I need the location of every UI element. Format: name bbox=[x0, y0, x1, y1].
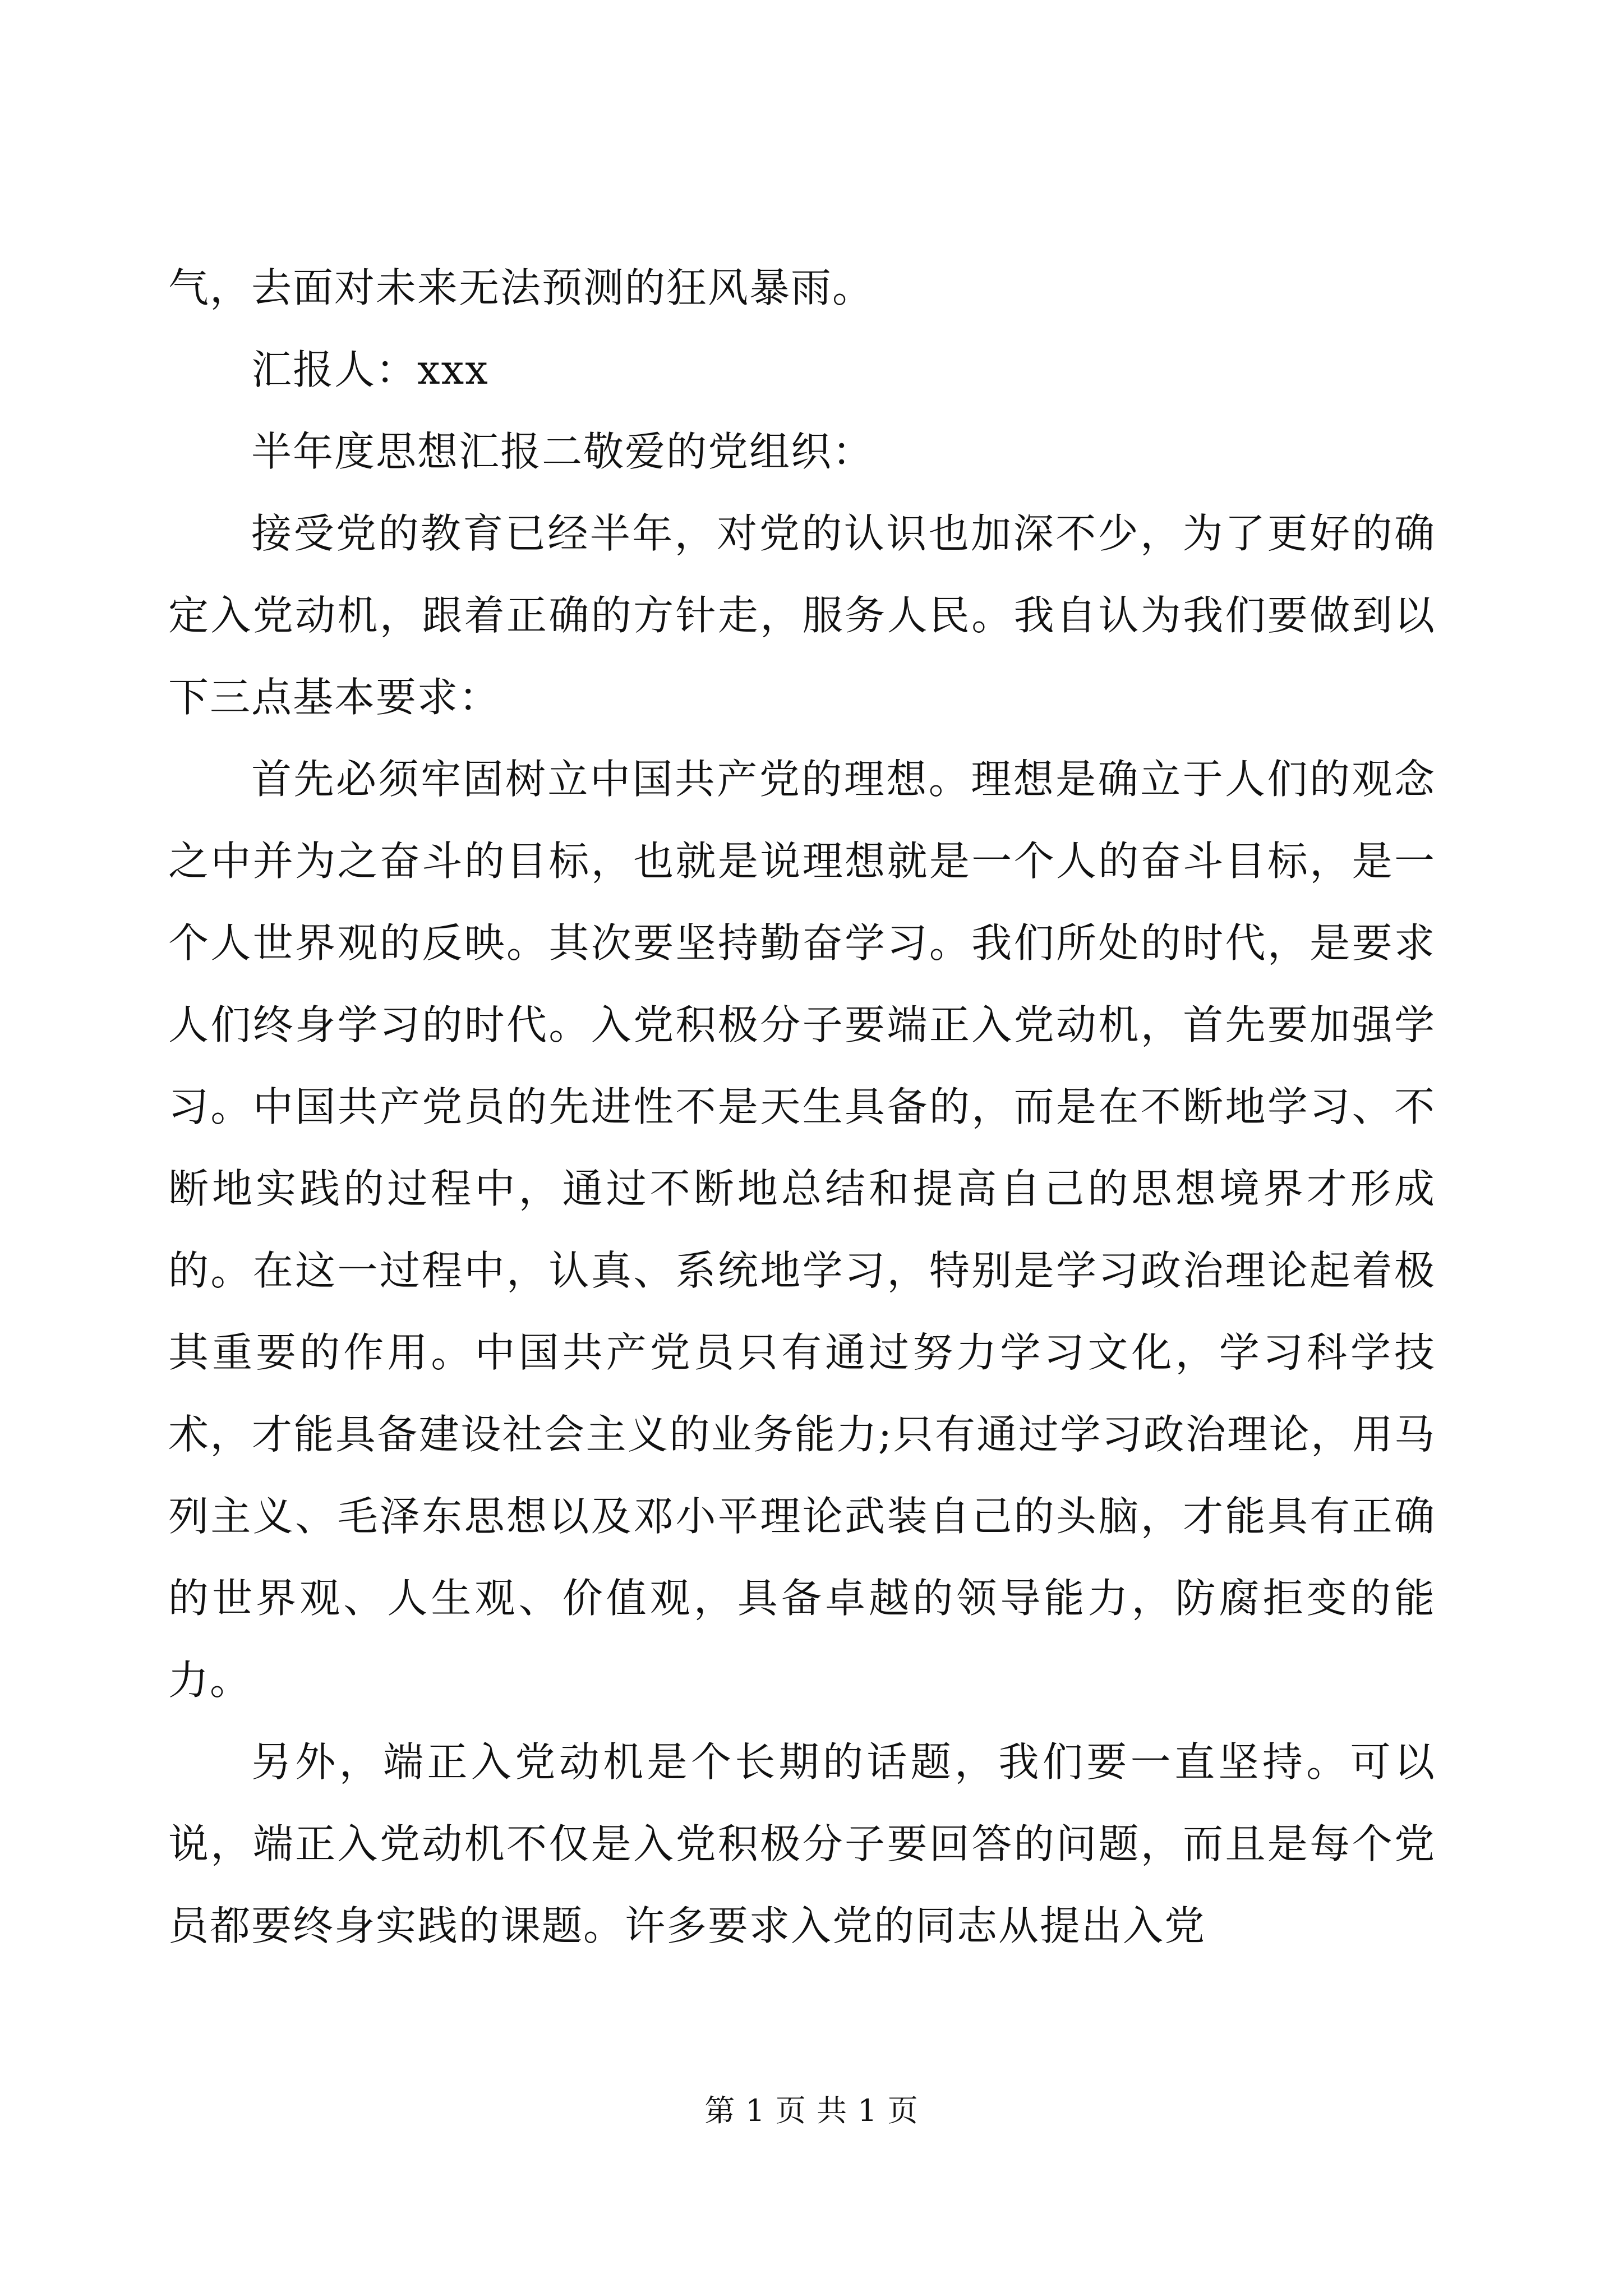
reporter-line: 汇报人：xxx bbox=[251, 346, 489, 393]
paragraph-4: 接受党的教育已经半年，对党的认识也加深不少，为了更好的确定入党动机，跟着正确的方针走，服务人民。我自认为我们要做到以下三点基本要求： bbox=[168, 510, 1436, 721]
paragraph-1: 气，去面对未来无法预测的狂风暴雨。 bbox=[168, 264, 874, 311]
report-heading: 半年度思想汇报二敬爱的党组织： bbox=[251, 428, 874, 475]
document-body bbox=[168, 247, 1436, 1967]
paragraph-6: 另外，端正入党动机是个长期的话题，我们要一直坚持。可以说，端正入党动机不仅是入党积极分子要回答的问题，而且是每个党员都要终身实践的课题。许多要求入党的同志从提出入党 bbox=[168, 1738, 1436, 1949]
paragraph-5: 首先必须牢固树立中国共产党的理想。理想是确立于人们的观念之中并为之奋斗的目标，也就是说理想就是一个人的奋斗目标，是一个人世界观的反映。其次要坚持勤奋学习。我们所处的时代，是要求人们终身学习的时代。入党积极分子要端正入党动机，首先要加强学习。中国共产党员的先进性不是天生具备的，而是在不断地学习、不断地实践的过程中，通过不断地总结和提高自己的思想境界才形成的。在这一过程中，认真、系统地学习，特别是学习政治理论起着极其重要的作用。中国共产党员只有通过努力学习文化，学习科学技术，才能具备建设社会主义的业务能力;只有通过学习政治理论，用马列主义、毛泽东思想以及邓小平理论武装自己的头脑，才能具有正确的世界观、人生观、价值观，具备卓越的领导能力，防腐拒变的能力。 bbox=[168, 756, 1436, 1704]
page-footer: 第 1 页 共 1 页 bbox=[704, 2093, 919, 2128]
